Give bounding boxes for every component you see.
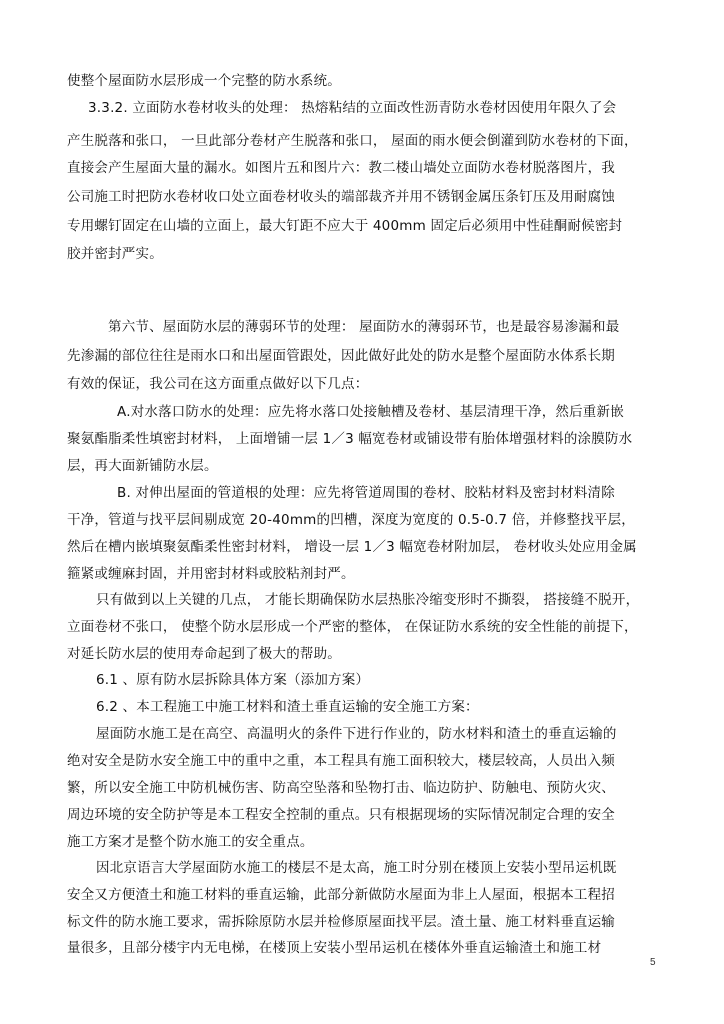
text-line: 然后在槽内嵌填聚氨酯柔性密封材料， 增设一层 1／3 幅宽卷材附加层， 卷材收头处应用金属 bbox=[67, 539, 637, 555]
text-line: 只有做到以上关键的几点， 才能长期确保防水层热胀冷缩变形时不撕裂， 搭接缝不脱开， bbox=[96, 592, 640, 608]
text-line: 3.3.2. 立面防水卷材收头的处理： 热熔粘结的立面改性沥青防水卷材因使用年限久了会 bbox=[88, 100, 617, 116]
text-line: 因北京语言大学屋面防水施工的楼层不是太高，施工时分别在楼顶上安装小型吊运机既 bbox=[96, 860, 617, 876]
text-line: 专用螺钉固定在山墙的立面上，最大钉距不应大于 400mm 固定后必须用中性硅酮耐候密封 bbox=[67, 218, 623, 234]
text-line: 标文件的防水施工要求，需拆除原防水层并检修原屋面找平层。渣土量、施工材料垂直运输 bbox=[67, 914, 615, 930]
text-line: 安全又方便渣土和施工材料的垂直运输，此部分新做防水屋面为非上人屋面，根据本工程招 bbox=[67, 887, 615, 903]
text-line: 绝对安全是防水安全施工中的重中之重，本工程具有施工面积较大，楼层较高，人员出入频 bbox=[67, 753, 615, 769]
text-line: 对延长防水层的使用寿命起到了极大的帮助。 bbox=[67, 646, 341, 662]
text-line: 直接会产生屋面大量的漏水。如图片五和图片六：教二楼山墙处立面防水卷材脱落图片，我 bbox=[67, 160, 615, 176]
text-line: 施工方案才是整个防水施工的安全重点。 bbox=[67, 834, 314, 850]
text-line: B. 对伸出屋面的管道根的处理：应先将管道周围的卷材、胶粘材料及密封材料清除 bbox=[117, 485, 615, 501]
subsection-heading-line: 6.1 、原有防水层拆除具体方案（添加方案） bbox=[96, 672, 370, 688]
text-line: A.对水落口防水的处理：应先将水落口处接触槽及卷材、基层清理干净，然后重新嵌 bbox=[117, 404, 624, 420]
text-line: 先渗漏的部位往往是雨水口和出屋面管跟处，因此做好此处的防水是整个屋面防水体系长期 bbox=[67, 348, 615, 364]
text-line: 使整个屋面防水层形成一个完整的防水系统。 bbox=[67, 73, 341, 89]
text-line: 干净，管道与找平层间剔成宽 20-40mm的凹槽，深度为宽度的 0.5-0.7 倍，并修整找平层， bbox=[67, 512, 636, 528]
text-line: 立面卷材不张口， 使整个防水层形成一个严密的整体， 在保证防水系统的安全性能的前提下， bbox=[67, 619, 638, 635]
text-line: 层，再大面新铺防水层。 bbox=[67, 458, 218, 474]
text-line: 聚氨酯脂柔性填密封材料， 上面增铺一层 1／3 幅宽卷材或铺设带有胎体增强材料的涂膜防水 bbox=[67, 431, 633, 447]
text-line: 屋面防水施工是在高空、高温明火的条件下进行作业的，防水材料和渣土的垂直运输的 bbox=[96, 726, 617, 742]
section-heading-line: 第六节、屋面防水层的薄弱环节的处理： 屋面防水的薄弱环节，也是最容易渗漏和最 bbox=[108, 319, 620, 335]
text-line: 有效的保证，我公司在这方面重点做好以下几点： bbox=[67, 376, 369, 392]
text-line: 量很多，且部分楼宇内无电梯，在楼顶上安装小型吊运机在楼体外垂直运输渣土和施工材 bbox=[67, 940, 602, 956]
page-number: 5 bbox=[650, 957, 656, 968]
text-line: 周边环境的安全防护等是本工程安全控制的重点。只有根据现场的实际情况制定合理的安全 bbox=[67, 807, 615, 823]
subsection-heading-line: 6.2 、本工程施工中施工材料和渣土垂直运输的安全施工方案： bbox=[96, 699, 479, 715]
text-line: 箍紧或缠麻封固，并用密封材料或胶粘剂封严。 bbox=[67, 566, 355, 582]
text-line: 产生脱落和张口， 一旦此部分卷材产生脱落和张口， 屋面的雨水便会倒灌到防水卷材的下面， bbox=[67, 133, 638, 149]
text-line: 胶并密封严实。 bbox=[67, 246, 163, 262]
text-line: 公司施工时把防水卷材收口处立面卷材收头的端部裁齐并用不锈钢金属压条钉压及用耐腐蚀 bbox=[67, 189, 615, 205]
text-line: 繁，所以安全施工中防机械伤害、防高空坠落和坠物打击、临边防护、防触电、预防火灾、 bbox=[67, 780, 615, 796]
